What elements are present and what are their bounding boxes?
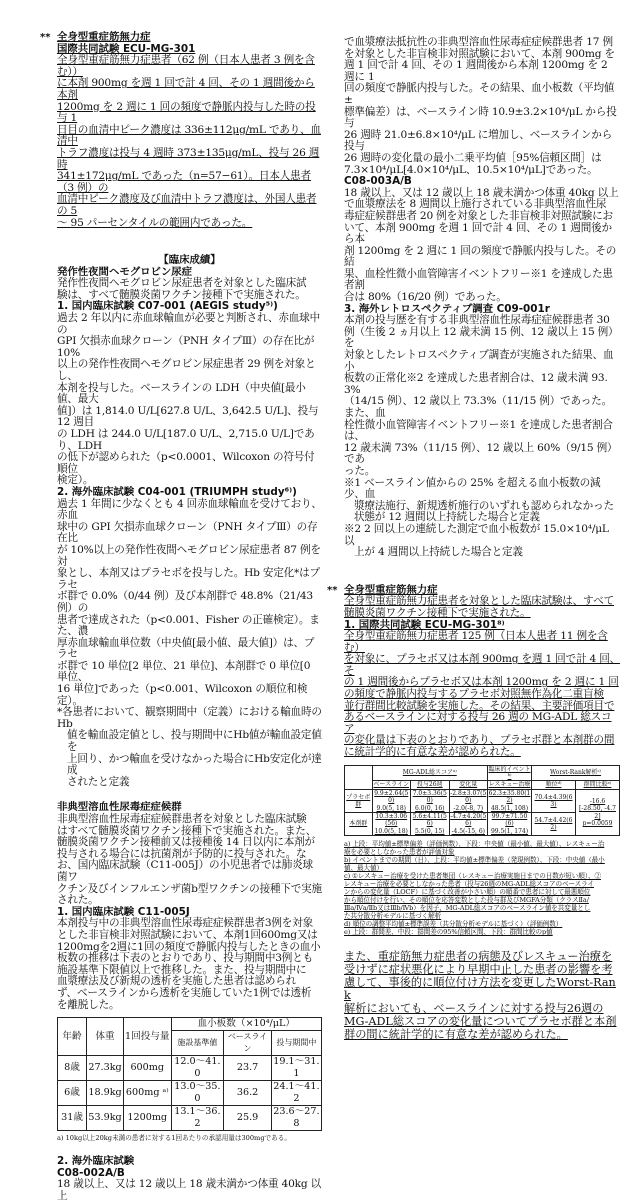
paragraph (57, 918, 322, 1011)
cell-median: -4.5(-15, 6) (451, 827, 486, 835)
paragraph (344, 596, 620, 619)
text-line: b) イベントまでの期間（日）、上段：平均値±標準偏差（発現例数）、下段：中央値（最小 (344, 856, 605, 865)
text-line: ンからの変化量（LOCF）に基づく改善が小さい順）の順番で患者に対して最悪順位 (344, 888, 591, 897)
table-cell: 53.9kg (87, 1106, 124, 1131)
cell-mean: 10.3±3.06(56) (375, 813, 408, 828)
table-cell: 23.6〜27.8 (273, 1106, 320, 1130)
text-line: 施設基準下限値以上で推移した。また、投与期間中に (57, 963, 307, 976)
left-column (40, 32, 322, 1202)
text-line: 板数の推移は下表のとおりであり、投与期間中3例とも (57, 952, 313, 965)
trial-heading: 3. 海外レトロスペクティブ調査 C09-001r (344, 302, 550, 315)
table-cell: 54.7±4.42(62) (532, 813, 576, 836)
table-header-empty (345, 765, 373, 789)
paragraph (57, 313, 322, 487)
table-subheader: ベースライン (224, 1031, 272, 1056)
table-header: 体重 (87, 1018, 124, 1056)
text-line: 象とし、本剤又はプラセボを投与した。Hb 安定化*はプラセ (57, 567, 320, 591)
table-cell: 19.1〜31.1 (273, 1056, 320, 1080)
cell-mean: 5.6±4.11(56) (412, 813, 447, 828)
table-cell (372, 789, 411, 812)
cell-mean: -4.7±4.20(56) (450, 813, 487, 828)
text-line: 標準偏差）は、ベースライン時 10.9±3.2×10⁴/μL から投与 (344, 105, 617, 130)
text-line: の変化量は下表のとおりであり、プラセボ群と本剤群の間 (344, 734, 615, 747)
trial-heading: 1. 国内臨床試験 C11-005J (57, 905, 190, 918)
cell-mean: 9.9±2.64(50) (374, 789, 409, 805)
text-line: 毒症症候群患者 20 例を対象とした非盲検非対照試験にお (344, 209, 613, 222)
ahus-heading: 非典型溶血性尿毒症症候群 (57, 801, 182, 814)
table-cell: 6歳 (58, 1081, 87, 1106)
cell-mean: -2.8±3.07(50) (450, 789, 487, 805)
table-cell: 600mg (123, 1056, 171, 1081)
text-line: ボ群で 10 単位[2 単位、21 単位]、本剤群で 0 単位[0 単位、 (57, 659, 311, 684)
text-line: の低下が認められた（p<0.0001、Wilcoxon の符号付順位 (57, 451, 315, 475)
cell-mean: 62.3±35.80(12) (488, 789, 531, 805)
text-line: を対象とした非盲検非対照試験において、本剤 900mg を (344, 47, 615, 60)
row-label: 本剤群 (345, 813, 373, 836)
text-line: 群の間に統計学的に有意な差が認められた。 (344, 1028, 568, 1042)
clinical-results-section (57, 255, 322, 788)
paragraph (57, 1179, 322, 1202)
table-header: 年齢 (58, 1018, 87, 1056)
table-subheader: ベースライン (373, 781, 410, 789)
group-difference: -16.6 (589, 797, 606, 805)
cell-median: 10.0(5, 18) (374, 827, 408, 835)
trial-id: C08-002A/B (57, 1166, 125, 1179)
text-line: 投与される場合には抗菌剤が予防的に投与された。な (57, 847, 307, 860)
text-line: を離脱した。 (57, 998, 120, 1011)
text-line: 血漿療法及び新規の透析を実施した患者は認められ (57, 975, 297, 988)
cell-median: -2.0(-8, 7) (453, 804, 484, 812)
text-line: 16 単位]であった（p<0.001、Wilcoxon の順位和検定）。 (57, 683, 308, 707)
text-line: 球中の GPI 欠損赤血球クローン（PNH タイプⅢ）の存在比 (57, 520, 318, 545)
text-line: 例（生後 2 ヵ月以上 12 歳未満 15 例、12 歳以上 15 例）を (344, 325, 619, 350)
right-column (327, 37, 620, 1041)
text-line: 26 週時 21.0±6.8×10⁴/μL に増加し、ベースラインから投与 (344, 128, 613, 153)
table-cell: 31歳 (58, 1106, 87, 1131)
text-line: 栓性微小血管障害イベントフリー※1 を達成した患者割合は、 (344, 418, 613, 443)
section-title: 【臨床成績】 (158, 254, 221, 267)
text-line: 本剤投与中の非典型溶血性尿毒症症候群患者3例を対象 (57, 917, 313, 930)
table-cell: 1200mg (123, 1106, 171, 1131)
paragraph (57, 278, 322, 301)
table-subheader: 順位ᵈ⁾ (532, 781, 576, 789)
text-line: 剤 1200mg を 2 週に 1 回の頻度で静脈内投与した。その結 (344, 244, 617, 269)
ahus-continued-section (344, 37, 620, 559)
text-line: 髄膜炎菌ワクチン接種前又は接種後 14 日以内に本剤が (57, 836, 315, 849)
text-line: 過去 1 年間に少なくとも 4 回赤血球輸血を受けており、赤血 (57, 497, 322, 522)
text-line: 1200mg を 2 週に 1 回の頻度で静脈内投与した時の投与 1 (57, 100, 316, 125)
paragraph (344, 37, 620, 176)
text-line: 検定）。 (57, 474, 94, 487)
cell-median: 6.0(0, 16) (415, 804, 445, 812)
text-line: た共分散分析モデルに基づく解析 (344, 912, 442, 921)
table-row-placebo (345, 789, 620, 812)
text-line: 値を輸血設定値とし、投与期間中にHb値が輸血設定値を (67, 729, 322, 754)
text-line: 状態が 12 週間以上持続した場合と定義 (354, 511, 540, 524)
table-cell: 70.4±4.39(63) (532, 789, 576, 812)
text-line: 全身型重症筋無力症患者 125 例（日本人患者 11 例を含む） (344, 630, 608, 654)
section-heading: 全身型重症筋無力症 (57, 31, 151, 43)
text-line: あるベースラインに対する投与 26 週の MG-ADL 総スコア (344, 711, 612, 735)
footnote (344, 524, 620, 559)
text-line: （14/15 例）、12 歳以上 73.3%（11/15 例）であった。また、血 (344, 395, 612, 419)
table-subheader: レスキュー治療 (488, 781, 531, 789)
table-subheader: 施設基準値 (171, 1031, 224, 1056)
trial-heading: 1. 国際共同試験 ECU-MG-301⁸⁾ (344, 618, 505, 631)
text-line: いて、本剤 900mg を週 1 回で計 4 回、その 1 週間後から本 (344, 221, 612, 246)
paragraph (344, 315, 620, 477)
text-line: お、国内臨床試験（C11-005J）の小児患者では肺炎球菌ワ (57, 859, 313, 883)
paragraph (344, 188, 620, 304)
table-cell: 13.1〜36.2 (171, 1106, 224, 1131)
text-line: の LDH は 244.0 U/L[187.0 U/L、2,715.0 U/L]であり、LDH (57, 428, 315, 452)
text-line: 値]）は 1,814.0 U/L[627.8 U/L、3,642.5 U/L]、投与 12 週目 (57, 404, 319, 429)
table-cell: 18.9kg (87, 1081, 124, 1106)
text-line: 療を必要としなかった患者が評価対象 (344, 848, 455, 857)
table-cell: 25.9 (224, 1106, 272, 1131)
text-line: とした非盲検非対照試験において、本剤1回600mg又は (57, 928, 318, 941)
text-line: *各患者において、観察期間中（定義）における輸血時のHb (57, 706, 322, 730)
table-cell (449, 789, 488, 812)
text-line: 上が 4 週間以上持続した場合と定義 (354, 546, 523, 559)
table-cell (488, 789, 532, 812)
text-line: 7.3×10⁴/μL[4.0×10⁴/μL、10.5×10⁴/μL]であった。 (344, 163, 598, 176)
table-cell: 600mg ᵃ⁾ (123, 1081, 171, 1106)
text-line: 1200mgを2週に1回の頻度で静脈内投与したときの血小 (57, 940, 321, 953)
text-line: クチン及びインフルエンザ菌b型ワクチンの接種下で実施 (57, 882, 322, 895)
trial-id: C08-003A/B (344, 175, 412, 188)
paragraph (57, 499, 322, 708)
trial-heading: 2. 海外臨床試験 C04-001 (TRIUMPH study⁶⁾) (57, 485, 297, 498)
text-line: 果、血栓性微小血管障害イベントフリー※1 を達成した患者割 (344, 267, 613, 292)
mg-clinical-section (327, 583, 621, 759)
text-line: から順位付けを行い、その順位を応答変数とした投与群及びMGFA分類（クラスⅡa/ (344, 896, 589, 905)
text-line: ボ群で 0.0%（0/44 例）及び本剤群で 48.8%（21/43 例）の (57, 590, 313, 614)
text-line: されたと定義 (67, 775, 130, 788)
text-line: された。 (57, 894, 99, 907)
text-line: 全身型重症筋無力症患者（62 例（日本人患者 3 例を含む）） (57, 54, 315, 78)
table-cell (449, 813, 488, 836)
text-line: トラフ濃度は投与 4 週時 373±135μg/mL、投与 26 週時 (57, 146, 320, 171)
paragraph (344, 631, 620, 759)
pnh-heading: 発作性夜間ヘモグロビン尿症 (57, 265, 193, 278)
ahus-overseas-section (57, 1156, 322, 1202)
section-heading: 全身型重症筋無力症 (344, 583, 438, 596)
table-subheader: 変化量 (449, 781, 488, 789)
table-row (58, 1081, 322, 1106)
comparison-cell (576, 789, 620, 835)
table-cell (411, 789, 450, 812)
cell-mean: 99.7±71.50(6) (491, 813, 528, 828)
text-line: Ⅲa/Ⅳa/Ⅱb又はⅢb/Ⅳb）を因子、MG-ADL総スコアのベースライン値を共変量とし (344, 904, 591, 913)
text-line: 本剤を投与した。ベースラインの LDH（中央値[最小値、最大 (57, 381, 306, 406)
confidence-interval: [-28.50, -4.72] (579, 805, 616, 820)
paragraph (57, 814, 322, 907)
paragraph (344, 950, 620, 1041)
text-line: MG-ADL総スコアの変化量についてプラセボ群と本剤 (344, 1015, 617, 1029)
revision-marker: ** (327, 584, 338, 596)
table-cell: 23.7 (224, 1056, 272, 1081)
table-cell: 27.3kg (87, 1056, 124, 1081)
p-value: p=0.0059 (582, 819, 613, 827)
text-line: GPI 欠損赤血球クローン（PNH タイプⅢ）の存在比が 10% (57, 335, 315, 359)
trial-heading: 国際共同試験 ECU-MG-301 (57, 42, 196, 55)
ahus-section (57, 802, 322, 1011)
table-row (58, 1106, 322, 1131)
text-line: 発作性夜間ヘモグロビン尿症患者を対象とした臨床試 (57, 277, 307, 290)
cell-mean: 7.0±3.36(50) (412, 789, 447, 805)
text-line: 本剤の投与歴を有する非典型溶血性尿毒症症候群患者 30 (344, 314, 610, 327)
text-line: 並行群間比較試験を実施した。その結果、主要評価項目で (344, 699, 615, 712)
text-line: 対象としたレトロスペクティブ調査が実施された結果、血小 (344, 349, 614, 373)
text-line: 以上の発作性夜間ヘモグロビン尿症患者 29 例を対象とし、 (57, 358, 316, 383)
text-line: 上回り、かつ輸血を受けなかった場合にHb安定化が達成 (67, 752, 322, 777)
mg-adl-table (344, 765, 620, 837)
text-line: で血漿療法抵抗性の非典型溶血性尿毒症症候群患者 17 例 (344, 36, 613, 48)
text-line: 18 歳以上、又は 12 歳以上 18 歳未満かつ体重 40kg 以上 (57, 1178, 321, 1202)
table-cell (488, 813, 532, 836)
text-line: 患者で達成された（p<0.001、Fisher の正確検定）。また、濃 (57, 613, 320, 638)
text-line: e) 上段：群間差、中段：群間差の95%信頼区間、下段：群間比較のp値 (344, 928, 553, 937)
table-header: 血小板数（×10⁴/μL） (171, 1018, 322, 1031)
table-header: 1回投与量 (123, 1018, 171, 1056)
text-line: が 10%以上の発作性夜間ヘモグロビン尿症患者 87 例を対 (57, 543, 321, 568)
platelet-table (57, 1017, 322, 1131)
table-cell (372, 813, 411, 836)
table-cell: 24.1〜41.2 (273, 1081, 320, 1105)
text-line: 18 歳以上、又は 12 歳以上 18 歳未満かつ体重 40kg 以上 (344, 186, 619, 199)
cell-median: 48.5(1, 108) (490, 804, 529, 812)
text-line: d) 順位の調整平均値±標準誤差（共分散分析モデルに基づく）（評価例数） (344, 920, 563, 929)
footnote (57, 707, 322, 788)
table-subheader: 投与期間中 (271, 1031, 321, 1056)
table-footnote: a) 10kg以上20kg未満の患者に対する1回あたりの承認用量は300mgである。 (57, 1134, 291, 1143)
text-line: 12 歳未満 73%（11/15 例）、12 歳以上 60%（9/15 例）であ (344, 441, 618, 466)
text-line: 週 1 回で計 4 回、その 1 週間後から本剤 1200mg を 2 週に 1 (344, 59, 608, 83)
text-line: はすべて髄膜炎菌ワクチン接種下で実施された。また、 (57, 824, 317, 837)
table-cell: 8歳 (58, 1056, 87, 1081)
text-line: った。 (344, 464, 376, 477)
text-line: を対象に、プラセボ又は本剤 900mg を週 1 回で計 4 回、そ (344, 653, 621, 677)
text-line: 全身型重症筋無力症患者を対象とした臨床試験は、すべて (344, 595, 615, 608)
text-line: 値、最大値） (344, 864, 383, 873)
trial-heading: 2. 海外臨床試験 (57, 1155, 135, 1168)
table-cell (411, 813, 450, 836)
text-line: で血漿療法を 8 週間以上施行されている非典型溶血性尿 (344, 198, 607, 211)
table-cell: 12.0〜41.0 (171, 1056, 224, 1081)
revision-marker: ** (40, 32, 51, 43)
table-subheader: 投与26週 (411, 781, 450, 789)
cell-median: 99.5(1, 174) (490, 827, 529, 835)
text-line: 〜 95 パーセンタイルの範囲内であった。 (57, 216, 253, 229)
table-footnotes (344, 840, 620, 936)
text-line: の頻度で静脈内投与するプラセボ対照無作為化二重盲検 (344, 688, 604, 701)
cell-median: 5.5(0, 15) (415, 827, 445, 835)
text-line: 受けずに症状悪化により早期中止した患者の影響を考 (344, 963, 613, 977)
text-line: また、重症筋無力症患者の病態及びレスキュー治療を (344, 950, 613, 964)
table-header: Worst-Rank解析ᶜ⁾ (532, 765, 620, 781)
text-line: レスキュー治療を必要としなかった患者（投与26週のMG-ADL総スコアのベースライ (344, 880, 594, 889)
text-line: a) 上段：平均値±標準偏差（評価例数）、下段：中央値（最小値、最大値）、レスキュー治 (344, 840, 605, 849)
text-line: 解析においても、ベースラインに対する投与26週の (344, 1002, 604, 1016)
text-line: ず、ベースラインから透析を実施していた1例では透析 (57, 986, 312, 999)
text-line: 回の頻度で静脈内投与した。その結果、血小板数（平均値 ± (344, 82, 615, 106)
text-line: 日目の血清中ピーク濃度は 336±112μg/mL であり、血清中 (57, 123, 321, 148)
row-label: プラセボ群 (345, 789, 373, 812)
table-subheader: 群間比較ᵉ⁾ (576, 781, 620, 789)
text-line: 341±172μg/mL であった（n=57−61）。日本人患者（3 例）の (57, 170, 311, 194)
table-row (58, 1056, 322, 1081)
text-line: 血清中ピーク濃度及び血清中トラフ濃度は、外国人患者の 5 (57, 193, 317, 217)
text-line: に統計学的に有意な差が認められた。 (344, 746, 521, 759)
table-header: MG-ADL総スコアᵃ⁾ (372, 765, 488, 781)
cell-median: 9.0(5, 18) (376, 804, 406, 812)
text-line: に本剤 900mg を週 1 回で計 4 回、その 1 週間後から本剤 (57, 77, 315, 101)
text-line: 過去 2 年以内に赤血球輸血が必要と判断され、赤血球中の (57, 312, 320, 336)
text-line: 慮して、事後的に順位付け方法を変更したWorst-Rank (344, 976, 616, 1003)
text-line: 厚赤血球輸血単位数（中央値[最小値、最大値]）は、プラセ (57, 636, 315, 661)
text-line: c) ①レスキュー治療を受けた患者集団（レスキュー治療実施日までの日数が短い順）、② (344, 872, 601, 881)
text-line: 非典型溶血性尿毒症症候群患者を対象とした臨床試験 (57, 813, 307, 825)
text-line: ※1 ベースライン値からの 25% を超える血小板数の減少、血 (344, 476, 601, 501)
text-line: 合は 80%（16/20 例）であった。 (344, 291, 507, 304)
mg-pk-section (40, 31, 322, 229)
text-line: 髄膜炎菌ワクチン接種下で実施された。 (344, 606, 531, 619)
text-line: 26 週時の変化量の最小二乗平均値［95%信頼区間］は (344, 151, 602, 164)
text-line: 験は、すべて髄膜炎菌ワクチン接種下で実施された。 (57, 288, 306, 301)
text-line: ※2 2 回以上の連続した測定で血小板数が 15.0×10⁴/μL 以 (344, 522, 609, 547)
table-header: 臨床的イベントᵇ⁾ (488, 765, 531, 781)
text-line: 板数の正常化※2 を達成した患者割合は、12 歳未満 93.3% (344, 372, 608, 396)
table-cell: 36.2 (224, 1081, 272, 1106)
paragraph (57, 55, 322, 229)
text-line: 漿療法施行、新規透析施行のいずれも認められなかった (354, 499, 614, 512)
table-cell: 13.0〜35.0 (171, 1081, 224, 1106)
footnote (344, 478, 620, 524)
text-line: の 1 週間後からプラセボ又は本剤 1200mg を 2 週に 1 回 (344, 676, 619, 689)
trial-heading: 1. 国内臨床試験 C07-001 (AEGIS study⁵⁾) (57, 300, 278, 313)
